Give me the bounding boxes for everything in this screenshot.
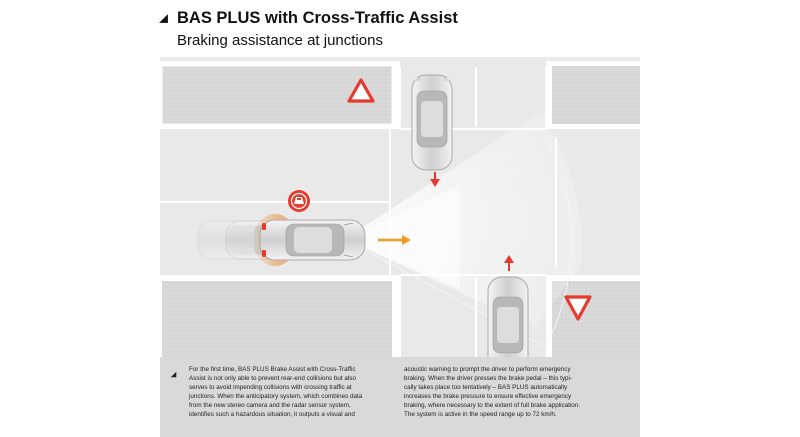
- junction-diagram: [160, 57, 640, 357]
- header: [158, 8, 648, 49]
- cross-traffic-car-bottom: [488, 277, 528, 357]
- page-title: BAS PLUS with Cross-Traffic Assist: [177, 8, 458, 27]
- main-car: [260, 220, 365, 260]
- bottom-left-block: [160, 275, 400, 357]
- page-subtitle: Braking assistance at junctions: [177, 32, 383, 49]
- description-panel: [160, 357, 640, 437]
- brake-warning-icon: [288, 190, 310, 212]
- description-left-column: For the first time, BAS PLUS Brake Assist with Cross-Traffic Assist is not only able to prevent rear-end collisions but also serves to avoid impending collisions with crossing traffic at junctions. When the anticipatory system, which combines data from the new stereo camera and the radar sensor system, identifies such a hazardous situation, it outputs a visual and: [189, 366, 363, 419]
- description-right-column: acoustic warning to prompt the driver to perform emergency braking. When the driver presses the brake pedal – this typi- cally takes place too tentatively – BAS PLUS automatically increases the brake pressure to ensure effective emergency braking, where necessary to the extent of full brake application. The system is active in the speed range up to 72 km/h.: [404, 366, 581, 419]
- junction-svg: [160, 57, 640, 357]
- triangle-icon: [158, 13, 169, 24]
- cross-traffic-car-top: [412, 75, 452, 170]
- triangle-icon: [170, 371, 177, 378]
- title-row: [158, 8, 648, 28]
- top-right-block: [546, 61, 640, 129]
